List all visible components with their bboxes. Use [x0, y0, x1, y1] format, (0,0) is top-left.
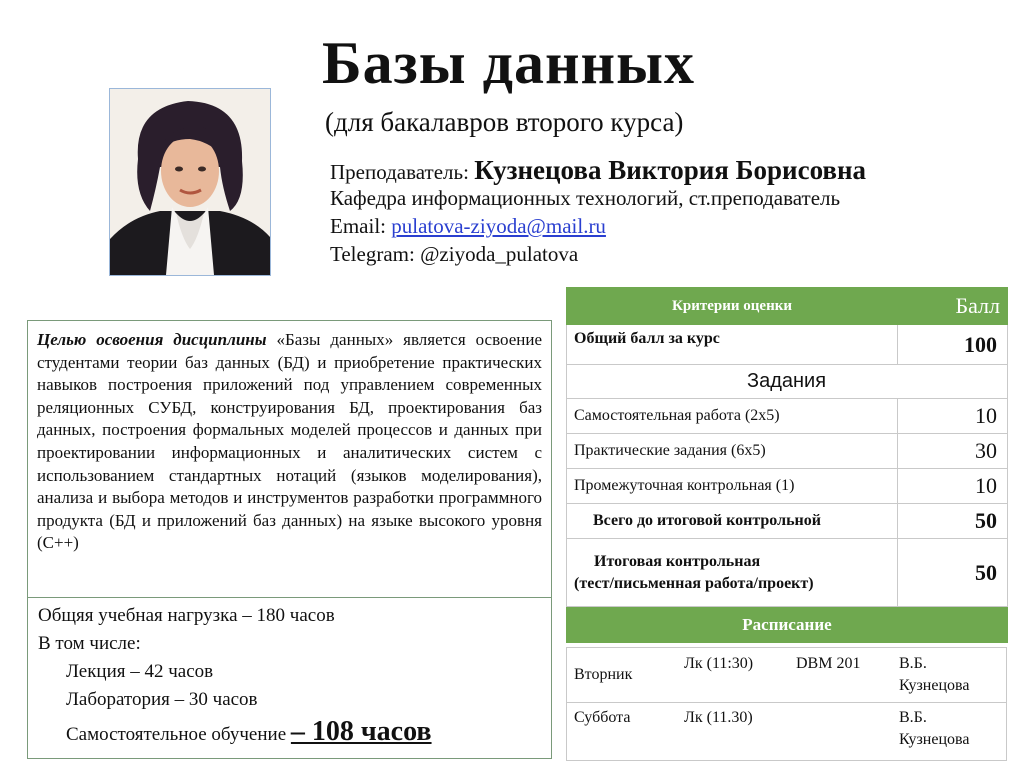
schedule-day: Вторник	[574, 666, 633, 683]
workload-self-study	[38, 718, 541, 749]
workload	[27, 597, 552, 759]
workload-including: В том числе:	[38, 633, 141, 654]
email-row	[330, 212, 866, 240]
workload-lectures: Лекция – 42 часов	[66, 661, 214, 682]
page-subtitle: (для бакалавров второго курса)	[325, 107, 684, 137]
total-value: 100	[898, 325, 1008, 365]
schedule-teacher	[899, 707, 969, 751]
schedule-teacher	[899, 653, 969, 697]
tasks-title: Задания	[567, 365, 1008, 399]
self-study-label: Самостоятельное обучение	[66, 724, 287, 745]
teacher-info	[330, 156, 866, 268]
final-label-line-2: (тест/письменная работа/проект)	[574, 574, 814, 592]
email-label: Email:	[330, 214, 386, 238]
table-row	[567, 434, 1008, 469]
row-label: Промежуточная контрольная (1)	[567, 469, 898, 504]
goal-text: «Базы данных» является освоение студентами теории баз данных (БД) и приобретение практических навыков построения приложений под управлением современных реляционных СУБД, конструирования БД, проектирования баз данных, построения формальных моделей процессов и данных при проектировании информационных и аналитических систем с использованием стандартных нотаций (языков моделирования), анализа и выбора методов и инструментов разработки программного продукта (БД и приложений баз данных) на языке высокого уровня (С++)	[37, 330, 542, 553]
teacher-photo	[109, 88, 271, 276]
grading-header	[567, 288, 1008, 325]
row-value: 30	[898, 434, 1008, 469]
teacher-row	[330, 156, 866, 184]
schedule-lesson: Лк (11.30)	[684, 709, 753, 726]
page-title: Базы данных	[322, 30, 695, 96]
schedule-header	[567, 607, 1008, 643]
table-row	[567, 504, 1008, 539]
schedule-teacher-surname: Кузнецова	[899, 731, 970, 748]
goal-lead: Целью освоения дисциплины	[37, 330, 267, 349]
schedule-teacher-initials: В.Б.	[899, 655, 927, 672]
schedule-lesson: Лк (11:30)	[684, 655, 754, 672]
schedule-border	[566, 647, 567, 761]
self-study-hours: – 108 часов	[290, 716, 432, 747]
schedule-day: Суббота	[574, 709, 631, 726]
schedule-teacher-surname: Кузнецова	[899, 677, 970, 694]
subtotal-label: Всего до итоговой контрольной	[567, 504, 898, 539]
course-goal	[27, 320, 552, 598]
grading-table	[566, 287, 1008, 643]
teacher-label: Преподаватель:	[330, 160, 469, 184]
schedule-room: DBM 201	[796, 655, 861, 672]
email-link[interactable]: pulatova-ziyoda@mail.ru	[391, 214, 606, 238]
schedule-divider	[566, 647, 1007, 648]
department: Кафедра информационных технологий, ст.преподаватель	[330, 186, 841, 210]
teacher-portrait-image	[110, 89, 270, 275]
table-row	[567, 365, 1008, 399]
schedule-title: Расписание	[567, 607, 1008, 643]
criteria-header: Критерии оценки	[567, 288, 898, 325]
total-label: Общий балл за курс	[567, 325, 898, 365]
schedule-border	[1006, 647, 1007, 761]
subtotal-value: 50	[898, 504, 1008, 539]
table-row	[567, 399, 1008, 434]
table-row	[567, 539, 1008, 607]
telegram: Telegram: @ziyoda_pulatova	[330, 242, 579, 266]
final-label-line-1: Итоговая контрольная	[594, 552, 761, 570]
schedule-table	[566, 647, 1007, 761]
row-label: Самостоятельная работа (2х5)	[567, 399, 898, 434]
row-label: Практические задания (6х5)	[567, 434, 898, 469]
row-value: 10	[898, 399, 1008, 434]
final-label	[567, 539, 898, 607]
workload-total: Общяя учебная нагрузка – 180 часов	[38, 605, 335, 626]
schedule-teacher-initials: В.Б.	[899, 709, 927, 726]
row-value: 10	[898, 469, 1008, 504]
table-row	[567, 325, 1008, 365]
schedule-divider	[566, 702, 1007, 703]
teacher-name: Кузнецова Виктория Борисовна	[474, 155, 867, 185]
score-header: Балл	[898, 288, 1008, 325]
workload-labs: Лаборатория – 30 часов	[66, 689, 258, 710]
final-value: 50	[898, 539, 1008, 607]
schedule-divider	[566, 760, 1007, 761]
table-row	[567, 469, 1008, 504]
